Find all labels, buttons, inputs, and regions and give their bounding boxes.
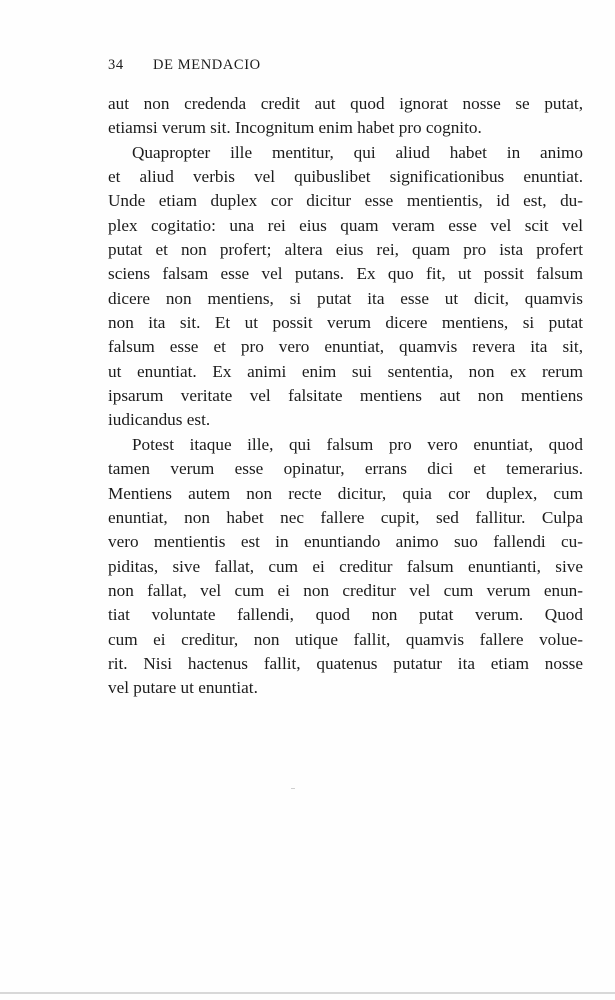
text-line: sciens falsam esse vel putans. Ex quo fit, ut possit falsum bbox=[108, 264, 583, 284]
text-line: vero mentientis est in enuntiando animo suo fallendi cu- bbox=[108, 532, 583, 552]
text-line: non ita sit. Et ut possit verum dicere mentiens, si putat bbox=[108, 313, 583, 333]
text-line: ipsarum veritate vel falsitate mentiens aut non mentiens bbox=[108, 386, 583, 406]
text-line: et aliud verbis vel quibuslibet significationibus enuntiat. bbox=[108, 167, 583, 187]
paragraph bbox=[108, 141, 583, 433]
text-line: dicere non mentiens, si putat ita esse ut dicit, quamvis bbox=[108, 288, 583, 308]
text-line: piditas, sive fallat, cum ei creditur falsum enuntianti, sive bbox=[108, 556, 583, 576]
body-text bbox=[108, 92, 583, 701]
text-line: tamen verum esse opinatur, errans dici et temerarius. bbox=[108, 459, 583, 479]
page-number: 34 bbox=[108, 57, 124, 73]
text-line: etiamsi verum sit. Incognitum enim habet pro cognito. bbox=[108, 118, 482, 138]
text-line: putat et non profert; altera eius rei, quam pro ista profert bbox=[108, 240, 583, 260]
paper-speck bbox=[291, 788, 295, 789]
paragraph bbox=[108, 433, 583, 701]
text-line: Potest itaque ille, qui falsum pro vero enuntiat, quod bbox=[132, 434, 583, 454]
running-title: DE MENDACIO bbox=[153, 57, 261, 73]
text-line: enuntiat, non habet nec fallere cupit, sed fallitur. Culpa bbox=[108, 507, 583, 527]
page-bottom-edge bbox=[0, 992, 615, 994]
text-line: non fallat, vel cum ei non creditur vel cum verum enun- bbox=[108, 580, 583, 600]
text-line: cum ei creditur, non utique fallit, quamvis fallere volue- bbox=[108, 629, 583, 649]
text-line: Quapropter ille mentitur, qui aliud habet in animo bbox=[132, 142, 583, 162]
text-line: ut enuntiat. Ex animi enim sui sententia, non ex rerum bbox=[108, 361, 583, 381]
text-line: aut non credenda credit aut quod ignorat nosse se putat, bbox=[108, 94, 583, 113]
text-line: iudicandus est. bbox=[108, 410, 211, 430]
text-line: rit. Nisi hactenus fallit, quatenus putatur ita etiam nosse bbox=[108, 653, 583, 673]
running-header bbox=[108, 57, 261, 74]
text-line: tiat voluntate fallendi, quod non putat verum. Quod bbox=[108, 605, 583, 625]
paragraph bbox=[108, 92, 583, 141]
text-line: plex cogitatio: una rei eius quam veram esse vel scit vel bbox=[108, 215, 583, 235]
text-line: Unde etiam duplex cor dicitur esse mentientis, id est, du- bbox=[108, 191, 583, 211]
text-line: falsum esse et pro vero enuntiat, quamvis revera ita sit, bbox=[108, 337, 583, 357]
text-line: vel putare ut enuntiat. bbox=[108, 678, 258, 698]
text-line: Mentiens autem non recte dicitur, quia cor duplex, cum bbox=[108, 483, 583, 503]
